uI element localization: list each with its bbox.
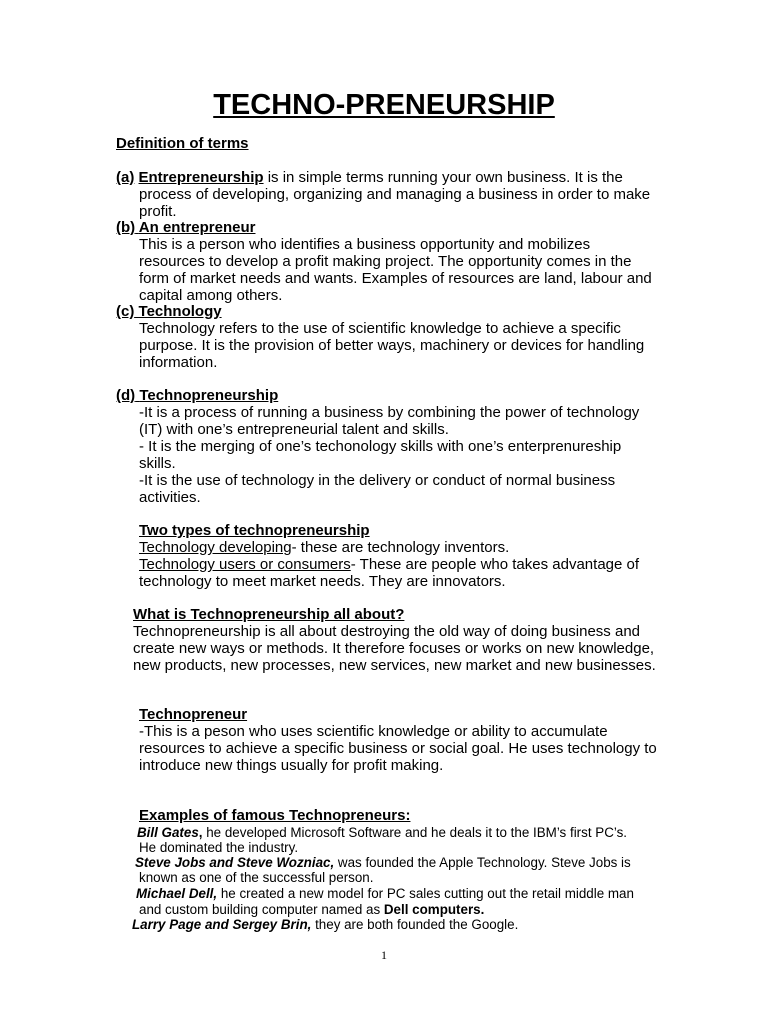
type-2-line	[139, 557, 639, 574]
term-b-marker: (b)	[116, 219, 136, 236]
example-2-line	[135, 855, 631, 870]
technopreneur-line-3: introduce new things usually for profit making.	[139, 757, 444, 774]
term-b-line-3: form of market needs and wants. Examples of resources are land, labour and	[139, 270, 652, 287]
types-heading: Two types of technopreneurship	[139, 522, 370, 539]
term-a-line	[116, 170, 623, 187]
term-c-heading	[116, 304, 222, 321]
example-1-line-2: He dominated the industry.	[139, 840, 299, 855]
term-a-title: Entrepreneurship	[138, 169, 264, 186]
technopreneur-heading: Technopreneur	[139, 706, 248, 723]
term-d-title: Technopreneurship	[139, 387, 279, 404]
example-1-name: Bill Gates	[137, 825, 199, 840]
term-c-title: Technology	[138, 303, 222, 320]
type-2-desc: - These are people who takes advantage of	[350, 556, 640, 573]
term-a-line-2: process of developing, organizing and managing a business in order to make	[139, 186, 651, 203]
example-1-line	[137, 825, 627, 840]
about-line-3: new products, new processes, new services, new market and new businesses.	[133, 657, 656, 674]
about-line-1: Technopreneurship is all about destroying the old way of doing business and	[133, 623, 640, 640]
technopreneur-line-2: resources to achieve a specific business or social goal. He uses technology to	[139, 740, 657, 757]
term-a-line-3: profit.	[139, 203, 177, 220]
type-1-line	[139, 540, 509, 557]
example-2-line-2: known as one of the successful person.	[139, 870, 374, 885]
term-c-marker: (c)	[116, 303, 135, 320]
term-d-line-6: activities.	[139, 489, 201, 506]
term-d-line-4: skills.	[139, 455, 176, 472]
page-number: 1	[381, 948, 387, 962]
term-b-line-2: resources to develop a profit making project. The opportunity comes in the	[139, 253, 632, 270]
term-b-line-1: This is a person who identifies a business opportunity and mobilizes	[139, 236, 591, 253]
definition-heading: Definition of terms	[116, 135, 249, 152]
example-3-name: Michael Dell,	[136, 886, 218, 901]
example-3-line-2-text: and custom building computer named as	[139, 902, 384, 917]
example-4-line	[132, 917, 518, 932]
type-2-line-2: technology to meet market needs. They are innovators.	[139, 573, 506, 590]
example-4-name: Larry Page and Sergey Brin,	[132, 917, 312, 932]
type-2-term: Technology users or consumers	[139, 556, 351, 573]
term-c-line-2: purpose. It is the provision of better ways, machinery or devices for handling	[139, 337, 645, 354]
term-d-line-1: -It is a process of running a business by combining the power of technology	[139, 404, 640, 421]
term-b-heading	[116, 220, 255, 237]
page-title: TECHNO-PRENEURSHIP	[213, 89, 555, 121]
type-1-term: Technology developing	[139, 539, 292, 556]
example-3-line-2	[139, 902, 484, 917]
type-1-desc: - these are technology inventors.	[291, 539, 510, 556]
term-a-marker: (a)	[116, 169, 135, 186]
example-3-desc: he created a new model for PC sales cutting out the retail middle man	[217, 886, 634, 901]
example-1-comma: ,	[198, 825, 203, 840]
example-3-product: Dell computers.	[383, 902, 485, 917]
about-heading: What is Technopreneurship all about?	[133, 606, 405, 623]
about-line-2: create new ways or methods. It therefore focuses or works on new knowledge,	[133, 640, 655, 657]
example-1-desc: he developed Microsoft Software and he deals it to the IBM’s first PC’s.	[202, 825, 628, 840]
example-2-desc: was founded the Apple Technology. Steve Jobs is	[334, 855, 631, 870]
term-c-line-1: Technology refers to the use of scientific knowledge to achieve a specific	[139, 320, 621, 337]
term-d-line-2: (IT) with one’s entrepreneurial talent and skills.	[139, 421, 449, 438]
term-c-line-3: information.	[139, 354, 218, 371]
example-4-desc: they are both founded the Google.	[311, 917, 519, 932]
technopreneur-line-1: -This is a peson who uses scientific knowledge or ability to accumulate	[139, 723, 608, 740]
examples-heading: Examples of famous Technopreneurs:	[139, 807, 411, 824]
example-2-name: Steve Jobs and Steve Wozniac,	[135, 855, 335, 870]
term-d-heading	[116, 388, 278, 405]
term-b-line-4: capital among others.	[139, 287, 283, 304]
term-d-line-5: -It is the use of technology in the delivery or conduct of normal business	[139, 472, 616, 489]
example-3-line	[136, 886, 634, 901]
term-d-line-3: - It is the merging of one’s techonology skills with one’s enterprenureship	[139, 438, 622, 455]
term-d-marker: (d)	[116, 387, 136, 404]
term-b-title: An entrepreneur	[138, 219, 256, 236]
term-a-first-line: is in simple terms running your own business. It is the	[263, 169, 623, 186]
